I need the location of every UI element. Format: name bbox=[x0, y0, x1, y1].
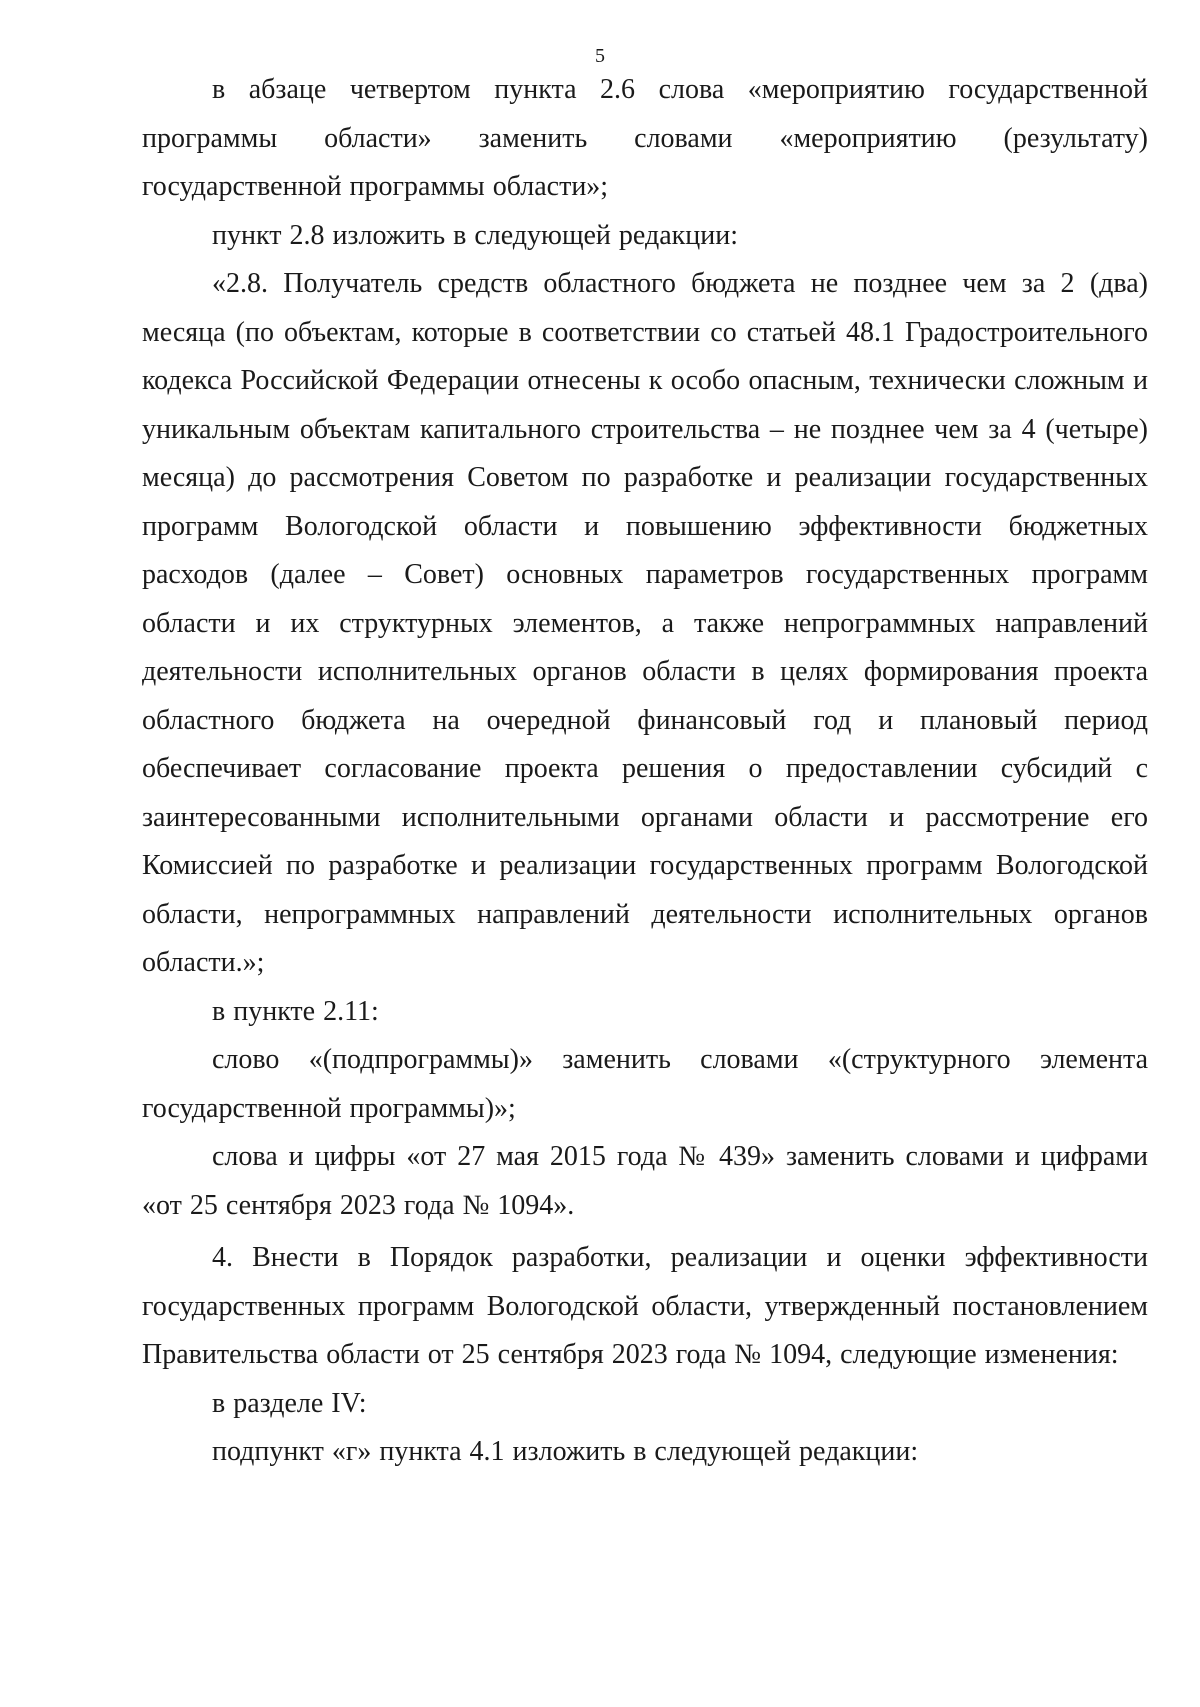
paragraph-2-11-word-replace: слово «(подпрограммы)» заменить словами «(структурного элемента государственной программы)»; bbox=[142, 1044, 1148, 1124]
paragraph-section-iv: в разделе IV: bbox=[212, 1387, 367, 1419]
paragraph-2-8-intro: пункт 2.8 изложить в следующей редакции: bbox=[212, 219, 738, 251]
paragraph-4-1-g-intro: подпункт «г» пункта 4.1 изложить в следующей редакции: bbox=[212, 1436, 919, 1467]
paragraph-2-11-date-replace: слова и цифры «от 27 мая 2015 года № 439» заменить словами и цифрами «от 25 сентября 2023 года № 1094». bbox=[142, 1141, 1148, 1221]
document-body bbox=[142, 66, 1148, 1477]
paragraph-2-8-text: «2.8. Получатель средств областного бюджета не позднее чем за 2 (два) месяца (по объектам, которые в соответствии со статьей 48.1 Градостроительного кодекса Российской Федерации отнесены к особо опасным, технически сложным и уникальным объектам капитального строительства – не позднее чем за 4 (четыре) месяца) до рассмотрения Советом по разработке и реализации государственных программ Вологодской области и повышению эффективности бюджетных расходов (далее – Совет) основных параметров государственных программ области и их структурных элементов, а также непрограммных направлений деятельности исполнительных органов области в целях формирования проекта областного бюджета на очередной финансовый год и плановый период обеспечивает согласование проекта решения о предоставлении субсидий с заинтересованными исполнительными органами области и рассмотрение его Комиссией по разработке и реализации государственных программ Вологодской области, непрограммных направлений деятельности исполнительных органов области.»; bbox=[142, 268, 1148, 978]
paragraph-2-11-intro: в пункте 2.11: bbox=[212, 995, 379, 1027]
paragraph-item-4: 4. Внести в Порядок разработки, реализации и оценки эффективности государственных программ Вологодской области, утвержденный постановлением Правительства области от 25 сентября 2023 года № 1094, следующие изменения: bbox=[142, 1242, 1148, 1370]
page-number: 5 bbox=[595, 45, 605, 67]
paragraph-2-6-amendment: в абзаце четвертом пункта 2.6 слова «мероприятию государственной программы области» заменить словами «мероприятию (результату) государственной программы области»; bbox=[142, 74, 1148, 202]
